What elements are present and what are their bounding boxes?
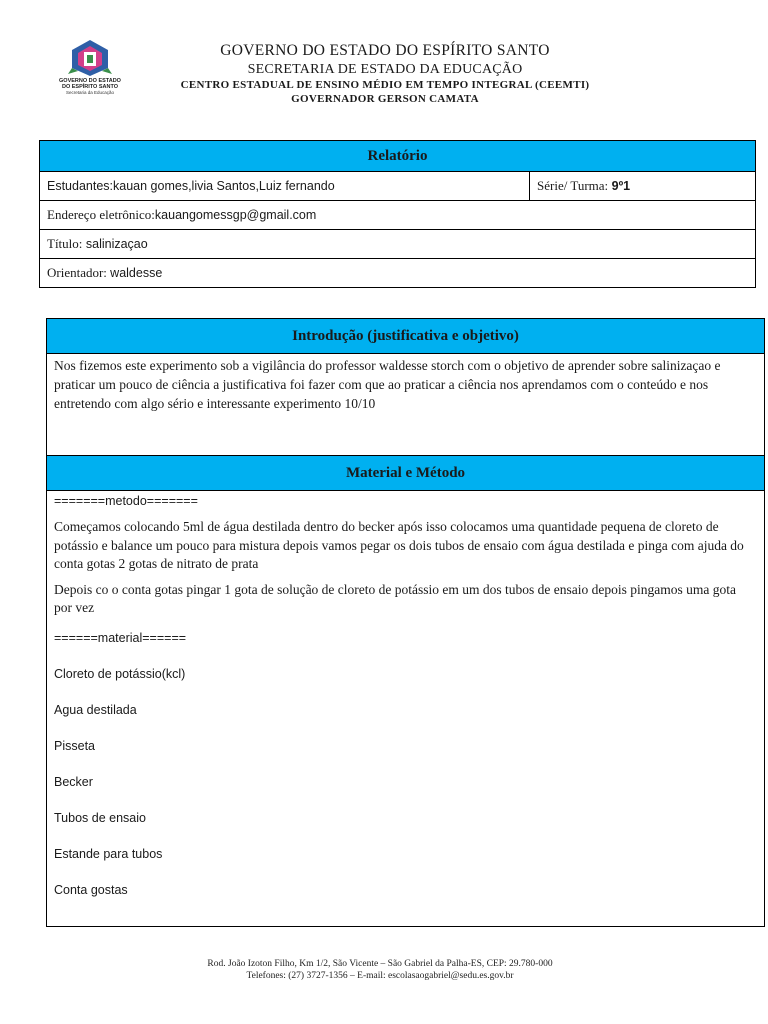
email-label: Endereço eletrônico: bbox=[47, 207, 155, 222]
material-item: Agua destilada bbox=[54, 702, 137, 717]
header-school: CENTRO ESTADUAL DE ENSINO MÉDIO EM TEMPO INTEGRAL (CEEMTI) bbox=[180, 79, 590, 91]
report-heading: Relatório bbox=[40, 141, 756, 172]
header-secretaria: SECRETARIA DE ESTADO DA EDUCAÇÃO bbox=[247, 62, 523, 77]
document-header bbox=[130, 41, 640, 106]
report-info-table bbox=[39, 140, 756, 288]
advisor-label: Orientador: bbox=[47, 265, 111, 280]
page-footer bbox=[80, 958, 680, 982]
material-separator: ======material====== bbox=[54, 630, 187, 645]
title-cell bbox=[40, 230, 756, 259]
serie-label: Série/ Turma: bbox=[537, 178, 609, 193]
method-separator: =======metodo======= bbox=[54, 494, 198, 508]
advisor-value: waldesse bbox=[110, 266, 163, 280]
students-cell bbox=[40, 172, 530, 201]
logo-text-line2: DO ESPÍRITO SANTO bbox=[61, 84, 119, 90]
intro-text: Nos fizemos este experimento sob a vigilância do professor waldesse storch com o objetivo de aprender sobre salinizaçao e praticar um pouco de ciência a justificativa foi fazer com que ao praticar a ciência nos aprendamos com o conteúdo e nos entretendo com algo sério e interessante experimento 10/10 bbox=[47, 354, 765, 456]
footer-contact: Telefones: (27) 3727-1356 – E-mail: escolasaogabriel@sedu.es.gov.br bbox=[246, 971, 514, 981]
header-governor: GOVERNADOR GERSON CAMATA bbox=[291, 93, 479, 105]
students-value: kauan gomes,livia Santos,Luiz fernando bbox=[113, 179, 335, 193]
serie-value: 9º1 bbox=[608, 179, 631, 193]
state-logo bbox=[50, 38, 130, 110]
title-value: salinizaçao bbox=[82, 237, 148, 251]
content-table bbox=[46, 318, 765, 927]
material-item: Estande para tubos bbox=[54, 846, 163, 861]
method-paragraph-2: Depois co o conta gotas pingar 1 gota de solução de cloreto de potássio em um dos tubos de ensaio depois pingamos uma gota por vez bbox=[54, 581, 736, 615]
material-item: Tubos de ensaio bbox=[54, 810, 146, 825]
footer-address: Rod. João Izoton Filho, Km 1/2, São Vicente – São Gabriel da Palha-ES, CEP: 29.780-000 bbox=[207, 959, 553, 969]
intro-heading: Introdução (justificativa e objetivo) bbox=[47, 319, 765, 354]
material-item: Becker bbox=[54, 774, 93, 789]
serie-cell bbox=[530, 172, 756, 201]
students-label: Estudantes: bbox=[47, 179, 114, 193]
logo-text-line3: Secretaria da Educação bbox=[65, 90, 115, 95]
material-item: Pisseta bbox=[54, 738, 95, 753]
method-content bbox=[47, 491, 765, 927]
email-value: kauangomessgp@gmail.com bbox=[154, 208, 317, 222]
advisor-cell bbox=[40, 259, 756, 288]
logo-text-line1: GOVERNO DO ESTADO bbox=[59, 78, 121, 84]
header-title: GOVERNO DO ESTADO DO ESPÍRITO SANTO bbox=[220, 42, 550, 59]
material-item: Cloreto de potássio(kcl) bbox=[54, 666, 186, 681]
method-heading: Material e Método bbox=[47, 456, 765, 491]
email-cell bbox=[40, 201, 756, 230]
title-label: Título: bbox=[47, 236, 83, 251]
coat-of-arms-icon bbox=[68, 38, 112, 78]
method-paragraph-1: Começamos colocando 5ml de água destilada dentro do becker após isso colocamos uma quantidade pequena de cloreto de potássio e balance um pouco para mistura depois vamos pegar os dois tubos de ensaio com água destilada e pinga com ajuda do conta gotas 2 gotas de nitrato de prata bbox=[54, 519, 744, 571]
material-item: Conta gostas bbox=[54, 882, 128, 897]
